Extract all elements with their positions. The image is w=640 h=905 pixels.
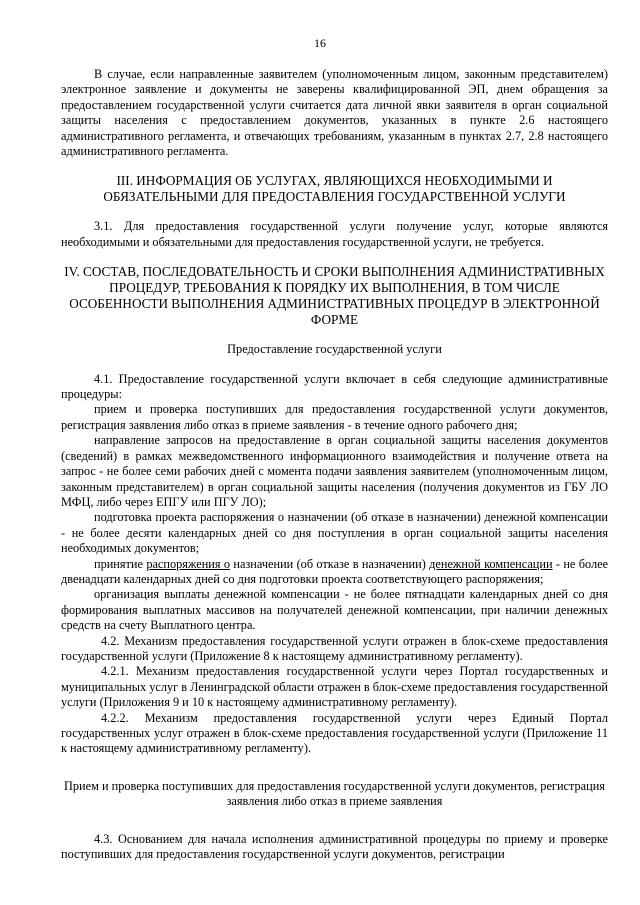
page-content	[61, 67, 608, 862]
page-number: 16	[314, 36, 326, 50]
procedure-item-4	[61, 557, 608, 588]
subsection-heading-2: Прием и проверка поступивших для предоставления государственной услуги документов, регистрация заявления либо отказ в приеме заявления	[64, 778, 605, 809]
section-4-heading: IV. СОСТАВ, ПОСЛЕДОВАТЕЛЬНОСТЬ И СРОКИ ВЫПОЛНЕНИЯ АДМИНИСТРАТИВНЫХ ПРОЦЕДУР, ТРЕБОВАНИЯ К ПОРЯДКУ ИХ ВЫПОЛНЕНИЯ, В ТОМ ЧИСЛЕ ОСОБЕННОСТИ ВЫПОЛНЕНИЯ АДМИНИСТРАТИВНЫХ ПРОЦЕДУР В ЭЛЕКТРОННОЙ ФОРМЕ	[64, 264, 605, 328]
procedure-item-1: прием и проверка поступивших для предоставления государственной услуги документов, регистрация заявления либо отказ в приеме заявления - в течение одного рабочего дня;	[61, 402, 608, 432]
procedure-item-5: организация выплаты денежной компенсации - не более пятнадцати календарных дней со дня формирования выплатных массивов на получателей денежной компенсации, при наличии денежных средств на счету Выплатного центра.	[61, 587, 608, 633]
procedure-item-4-underlined-1: распоряжения о	[146, 556, 231, 571]
procedure-item-3: подготовка проекта распоряжения о назначении (об отказе в назначении) денежной компенсации - не более десяти календарных дней со дня поступления в орган социальной защиты населения необходимых документов;	[61, 510, 608, 556]
paragraph-4-2-2: 4.2.2. Механизм предоставления государственной услуги через Единый Портал государственных услуг отражен в блок-схеме предоставления государственной услуги (Приложение 11 к настоящему административному регламенту).	[61, 710, 608, 756]
paragraph-4-1: 4.1. Предоставление государственной услуги включает в себя следующие административные процедуры:	[61, 371, 608, 402]
procedure-item-4-part-5: - не более двенадцати календарных дней со дня подготовки проекта соответствующего распоряжения;	[61, 556, 609, 586]
subsection-heading-1: Предоставление государственной услуги	[227, 342, 442, 357]
procedure-item-2: направление запросов на предоставление в орган социальной защиты населения документов (сведений) в рамках межведомственного информационного взаимодействия и получение ответа на запрос - не более семи рабочих дней с момента подачи заявления заявителем (уполномоченным лицом, законным представителем) в орган социальной защиты населения (получения документов из ГБУ ЛО МФЦ, либо через ЕПГУ или ПГУ ЛО);	[61, 433, 608, 509]
section-3-heading: III. ИНФОРМАЦИЯ ОБ УСЛУГАХ, ЯВЛЯЮЩИХСЯ НЕОБХОДИМЫМИ И ОБЯЗАТЕЛЬНЫМИ ДЛЯ ПРЕДОСТАВЛЕНИЯ ГОСУДАРСТВЕННОЙ УСЛУГИ	[103, 173, 566, 205]
intro-paragraph: В случае, если направленные заявителем (уполномоченным лицом, законным представителем) электронное заявление и документы не заверены квалифицированной ЭП, днем обращения за предоставлением государственной услуги считается дата личной явки заявителя в орган социальной защиты населения с предоставлением документов, указанных в пункте 2.6 настоящего административного регламента, и отвечающих требованиям, указанным в пунктах 2.7, 2.8 настоящего административного регламента.	[61, 67, 608, 159]
paragraph-4-2: 4.2. Механизм предоставления государственной услуги отражен в блок-схеме предоставления государственной услуги (Приложение 8 к настоящему административному регламенту).	[61, 633, 608, 663]
procedure-item-4-part-1: принятие	[94, 556, 143, 571]
procedure-item-4-underlined-2: денежной компенсации	[429, 556, 553, 571]
paragraph-3-1: 3.1. Для предоставления государственной услуги получение услуг, которые являются необходимыми и обязательными для предоставления государственной услуги, не требуется.	[61, 219, 608, 249]
paragraph-4-3: 4.3. Основанием для начала исполнения административной процедуры по приему и проверке поступивших для предоставления государственной услуги документов, регистрации	[61, 831, 608, 862]
paragraph-4-2-1: 4.2.1. Механизм предоставления государственной услуги через Портал государственных и муниципальных услуг в Ленинградской области отражен в блок-схеме предоставления государственной услуги (Приложения 9 и 10 к настоящему административному регламенту).	[61, 664, 608, 710]
procedure-item-4-part-3: назначении (об отказе в назначении)	[233, 556, 426, 571]
